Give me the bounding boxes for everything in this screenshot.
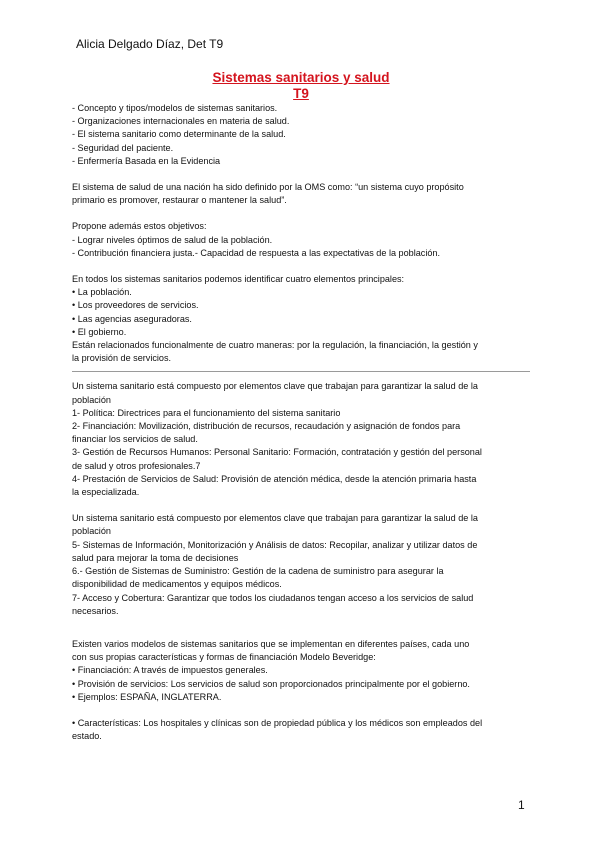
list-item: • Las agencias aseguradoras. bbox=[72, 313, 192, 324]
document-body bbox=[72, 70, 530, 743]
text-line: financiar los servicios de salud. bbox=[72, 434, 198, 445]
text-line: 7- Acceso y Cobertura: Garantizar que todos los ciudadanos tengan acceso a los servicios de salud bbox=[72, 592, 474, 603]
list-item: - El sistema sanitario como determinante de la salud. bbox=[72, 129, 286, 140]
elements-intro: En todos los sistemas sanitarios podemos identificar cuatro elementos principales: bbox=[72, 274, 405, 285]
list-item: • Provisión de servicios: Los servicios de salud son proporcionados principalmente por el gobierno. bbox=[72, 678, 470, 689]
text-line: salud para mejorar la toma de decisiones bbox=[72, 552, 239, 563]
list-item: • La población. bbox=[72, 287, 132, 298]
text-line: El sistema de salud de una nación ha sido definido por la OMS como: “un sistema cuyo propósito bbox=[72, 182, 464, 193]
text-line: la provisión de servicios. bbox=[72, 353, 172, 364]
list-item: - Concepto y tipos/modelos de sistemas sanitarios. bbox=[72, 103, 278, 113]
list-item: • Los proveedores de servicios. bbox=[72, 300, 199, 311]
text-line: 2- Financiación: Movilización, distribución de recursos, recaudación y asignación de fondos para bbox=[72, 421, 461, 432]
list-item: - Contribución financiera justa.- Capacidad de respuesta a las expectativas de la población. bbox=[72, 247, 441, 258]
objectives-intro: Propone además estos objetivos: bbox=[72, 221, 207, 232]
text-line: necesarios. bbox=[72, 605, 119, 616]
page-number: 1 bbox=[518, 798, 525, 812]
text-line: de salud y otros profesionales.7 bbox=[72, 460, 201, 471]
definition-paragraph bbox=[72, 181, 530, 207]
document-subtitle: T9 bbox=[293, 86, 309, 101]
text-line: la especializada. bbox=[72, 487, 140, 498]
list-item: • Características: Los hospitales y clínicas son de propiedad pública y los médicos son empleados del bbox=[72, 717, 483, 728]
text-line: Un sistema sanitario está compuesto por elementos clave que trabajan para garantizar la salud de la bbox=[72, 381, 478, 392]
list-item: • El gobierno. bbox=[72, 326, 127, 337]
list-item: • Ejemplos: ESPAÑA, INGLATERRA. bbox=[72, 691, 222, 702]
list-item: - Organizaciones internacionales en materia de salud. bbox=[72, 116, 290, 127]
text-line: Un sistema sanitario está compuesto por elementos clave que trabajan para garantizar la salud de la bbox=[72, 513, 478, 524]
objectives-section bbox=[72, 220, 530, 260]
list-item: - Seguridad del paciente. bbox=[72, 142, 174, 153]
characteristics-section bbox=[72, 717, 530, 743]
text-line: Están relacionados funcionalmente de cuatro maneras: por la regulación, la financiación, la gestión y bbox=[72, 340, 478, 351]
text-line: con sus propias características y formas de financiación Modelo Beveridge: bbox=[72, 652, 376, 663]
page-header: Alicia Delgado Díaz, Det T9 bbox=[76, 37, 224, 51]
list-item: • Financiación: A través de impuestos generales. bbox=[72, 665, 268, 676]
text-line: 4- Prestación de Servicios de Salud: Provisión de atención médica, desde la atención primaria hasta bbox=[72, 473, 477, 484]
elements-section bbox=[72, 273, 530, 365]
models-section bbox=[72, 638, 530, 704]
list-item: - Lograr niveles óptimos de salud de la población. bbox=[72, 234, 273, 245]
text-line: población bbox=[72, 394, 111, 405]
text-line: 5- Sistemas de Información, Monitorización y Análisis de datos: Recopilar, analizar y utilizar datos de bbox=[72, 539, 478, 550]
text-line: estado. bbox=[72, 731, 102, 742]
text-line: población bbox=[72, 526, 111, 537]
intro-list bbox=[72, 102, 530, 168]
text-line: Existen varios modelos de sistemas sanitarios que se implementan en diferentes países, cada uno bbox=[72, 638, 470, 649]
text-line: 6.- Gestión de Sistemas de Suministro: Gestión de la cadena de suministro para asegurar la bbox=[72, 566, 444, 577]
components-block-2 bbox=[72, 512, 530, 618]
text-line: 1- Política: Directrices para el funcionamiento del sistema sanitario bbox=[72, 407, 341, 418]
list-item: - Enfermería Basada en la Evidencia bbox=[72, 155, 221, 166]
document-title: Sistemas sanitarios y salud bbox=[212, 70, 390, 85]
divider bbox=[72, 371, 530, 372]
components-block-1 bbox=[72, 380, 530, 499]
text-line: disponibilidad de medicamentos y equipos médicos. bbox=[72, 579, 282, 590]
text-line: 3- Gestión de Recursos Humanos: Personal Sanitario: Formación, contratación y gestión del personal bbox=[72, 447, 482, 458]
text-line: primario es promover, restaurar o mantener la salud”. bbox=[72, 195, 287, 206]
